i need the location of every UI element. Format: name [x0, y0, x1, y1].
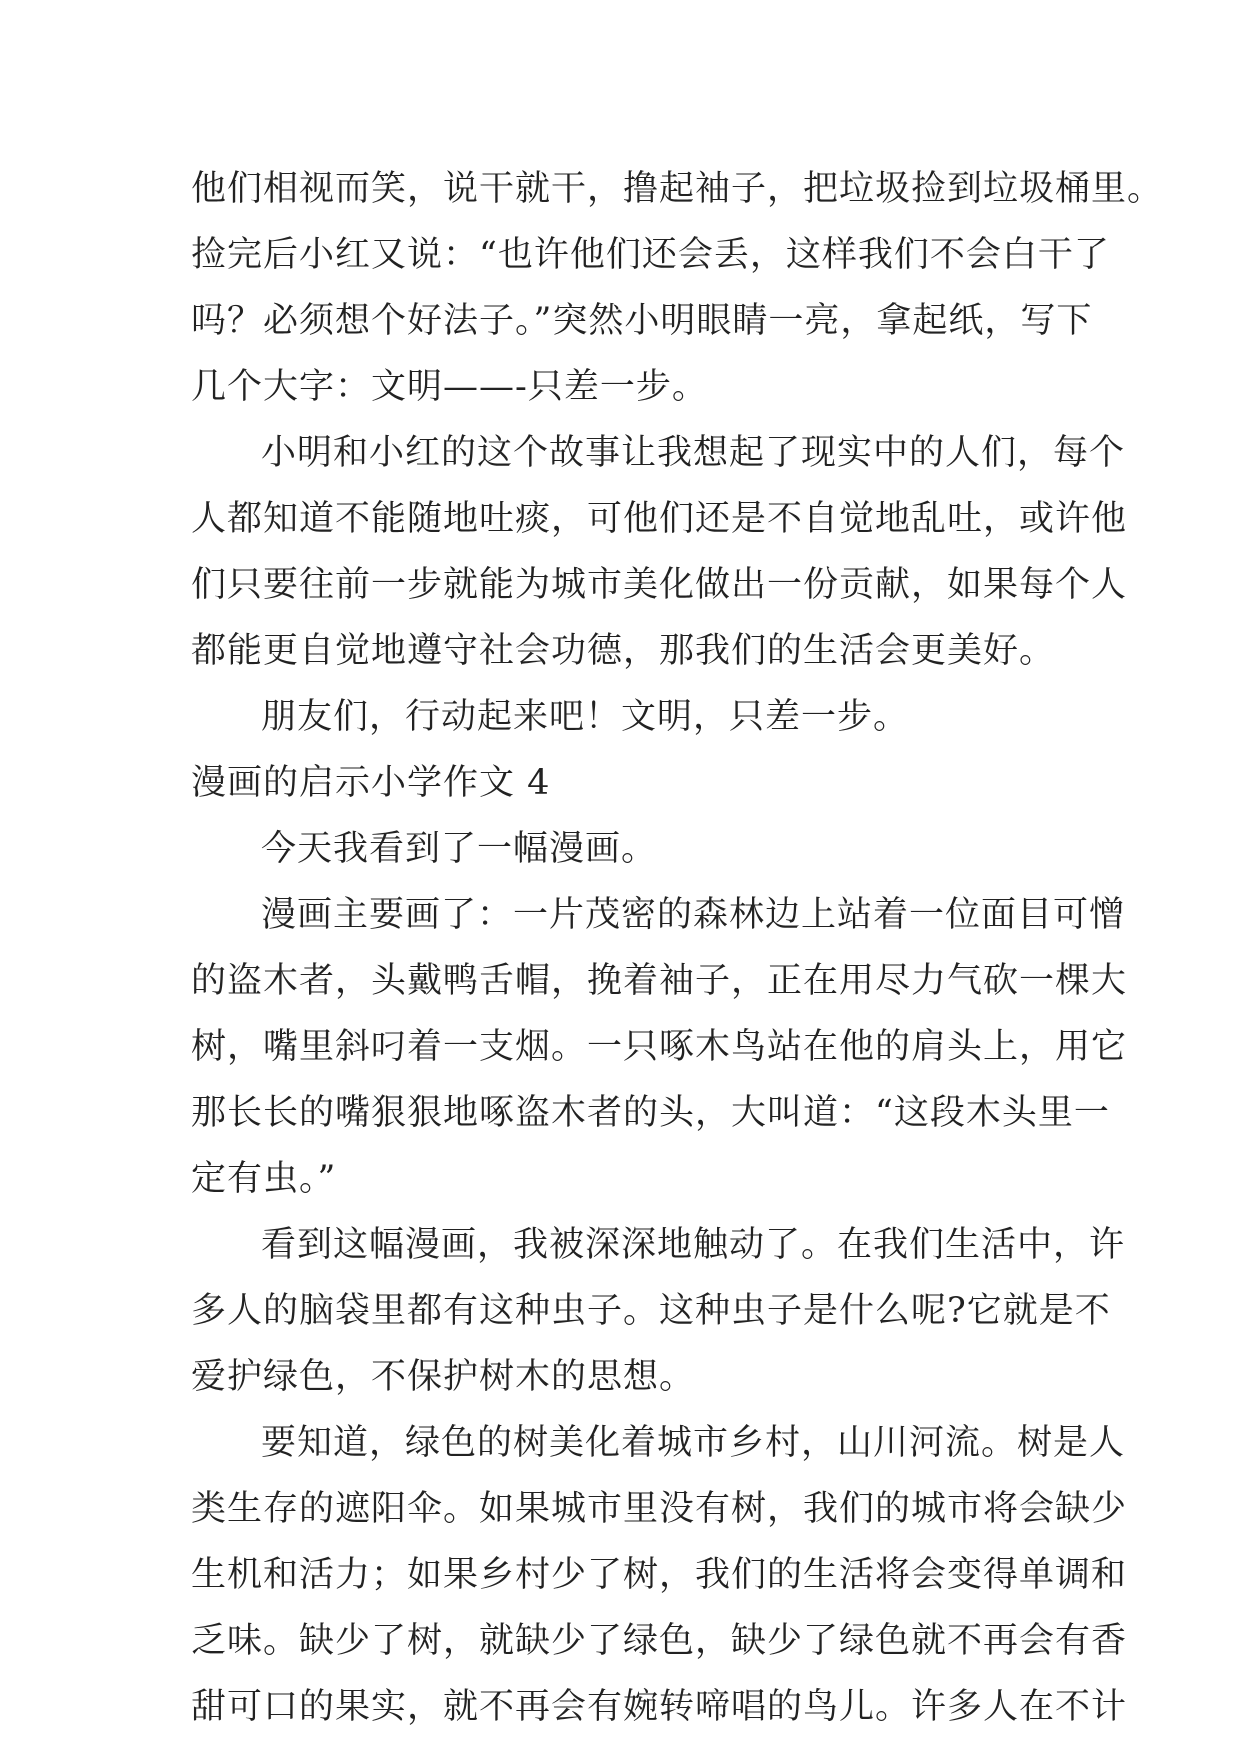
section-heading: [191, 750, 1063, 816]
text-line: 他们相视而笑，说干就干，撸起袖子，把垃圾捡到垃圾桶里。: [191, 169, 1164, 209]
paragraph: [191, 816, 1063, 882]
text-line: 吗？必须想个好法子。”突然小明眼睛一亮，拿起纸，写下: [191, 301, 1093, 341]
text-line: 朋友们，行动起来吧！文明，只差一步。: [261, 697, 910, 737]
text-line: 们只要往前一步就能为城市美化做出一份贡献，如果每个人: [191, 565, 1128, 605]
paragraph: [191, 156, 1164, 420]
heading-text: 漫画的启示小学作文 4: [191, 763, 551, 803]
paragraph: [191, 420, 1128, 684]
text-line: 看到这幅漫画，我被深深地触动了。在我们生活中，许: [261, 1225, 1126, 1265]
text-line: 人都知道不能随地吐痰，可他们还是不自觉地乱吐，或许他: [191, 499, 1128, 539]
text-line: 定有虫。”: [191, 1159, 337, 1199]
text-line: 乏味。缺少了树，就缺少了绿色，缺少了绿色就不再会有香: [191, 1621, 1128, 1661]
text-line: 小明和小红的这个故事让我想起了现实中的人们，每个: [261, 433, 1126, 473]
text-line: 都能更自觉地遵守社会功德，那我们的生活会更美好。: [191, 631, 1056, 671]
text-line: 生机和活力；如果乡村少了树，我们的生活将会变得单调和: [191, 1555, 1128, 1595]
text-line: 今天我看到了一幅漫画。: [261, 829, 658, 869]
text-line: 要知道，绿色的树美化着城市乡村，山川河流。树是人: [261, 1423, 1126, 1463]
text-line: 捡完后小红又说：“也许他们还会丢，这样我们不会白干了: [191, 235, 1110, 275]
paragraph: [191, 882, 1128, 1212]
paragraph: [191, 1212, 1126, 1410]
paragraph: [191, 1410, 1128, 1740]
text-line: 那长长的嘴狠狠地啄盗木者的头，大叫道：“这段木头里一: [191, 1093, 1110, 1133]
text-line: 的盗木者，头戴鸭舌帽，挽着袖子，正在用尽力气砍一棵大: [191, 961, 1128, 1001]
paragraph: [191, 684, 1063, 750]
text-line: 甜可口的果实，就不再会有婉转啼唱的鸟儿。许多人在不计: [191, 1687, 1128, 1727]
text-line: 漫画主要画了：一片茂密的森林边上站着一位面目可憎: [261, 895, 1126, 935]
text-line: 几个大字：文明——-只差一步。: [191, 367, 708, 407]
text-line: 爱护绿色，不保护树木的思想。: [191, 1357, 696, 1397]
text-line: 树，嘴里斜叼着一支烟。一只啄木鸟站在他的肩头上，用它: [191, 1027, 1128, 1067]
document-body: [191, 156, 1164, 1740]
text-line: 多人的脑袋里都有这种虫子。这种虫子是什么呢?它就是不: [191, 1291, 1111, 1331]
text-line: 类生存的遮阳伞。如果城市里没有树，我们的城市将会缺少: [191, 1489, 1128, 1529]
